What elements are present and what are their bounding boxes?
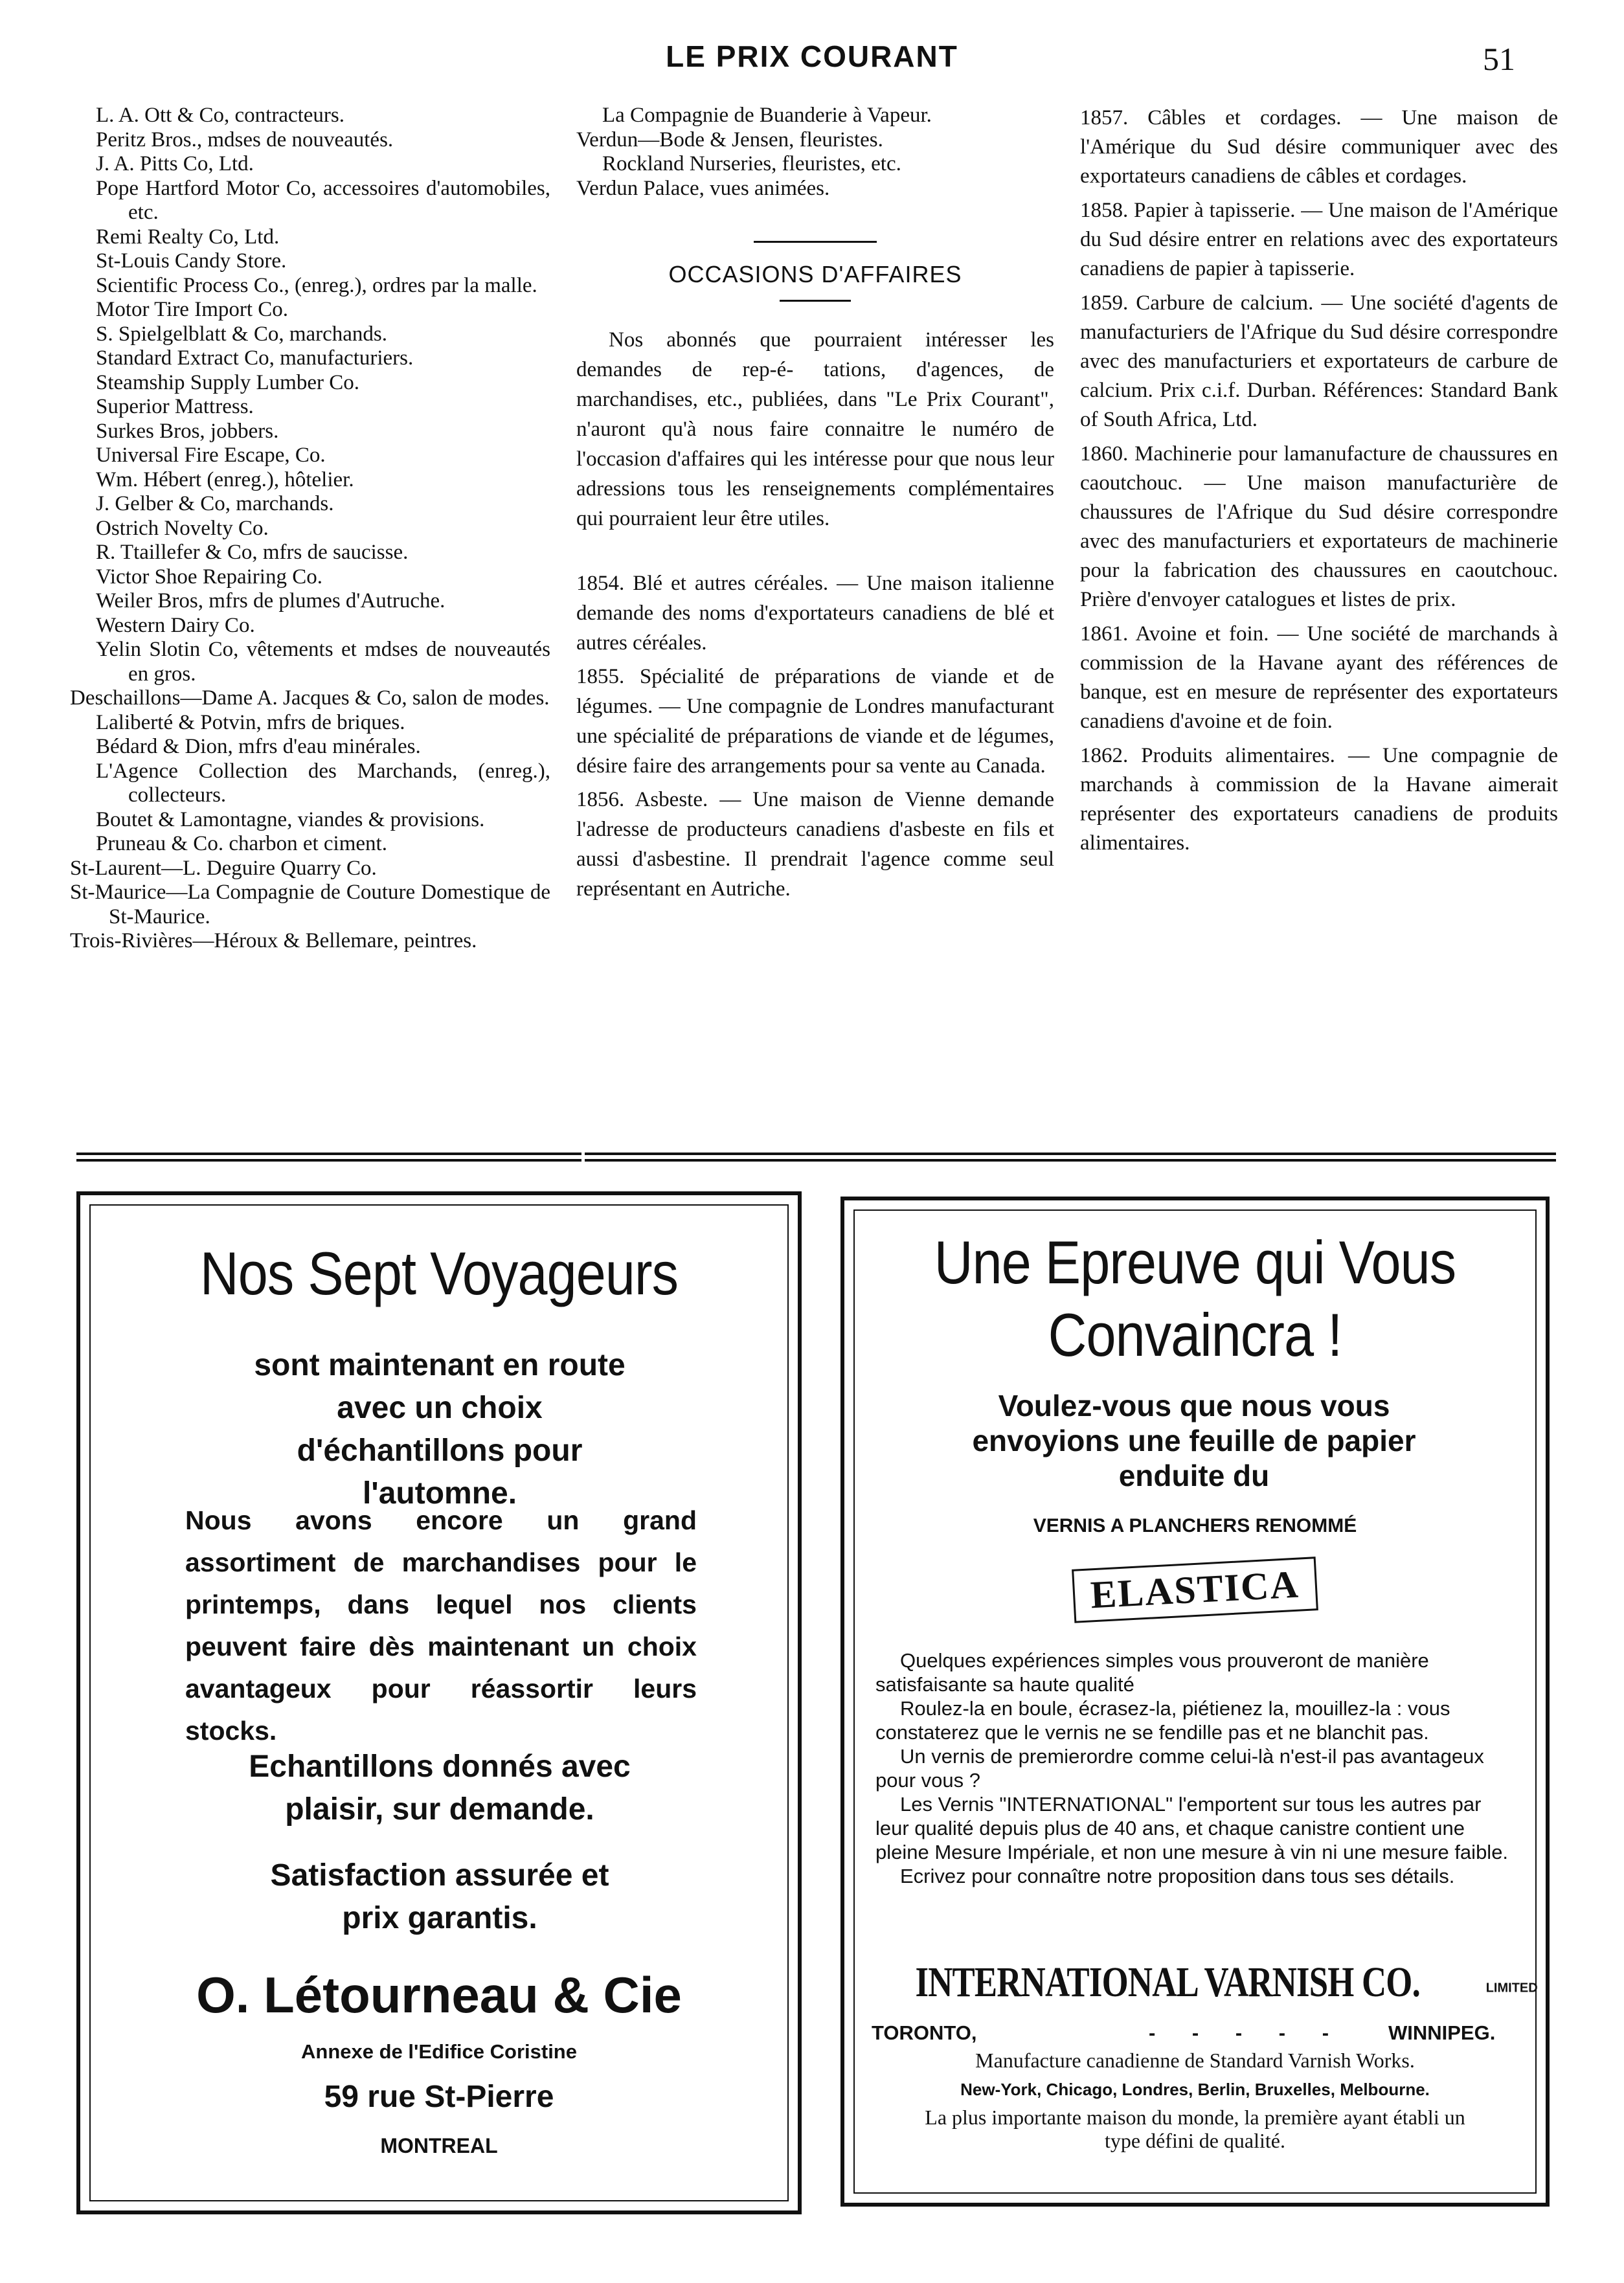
ad-paragraph: Quelques expériences simples vous prouveront de manière satisfaisante sa haute qualité (875, 1649, 1429, 1696)
list-item: Motor Tire Import Co. (96, 298, 289, 321)
ad-annex: Annexe de l'Edifice Coristine (301, 2040, 577, 2063)
company-suffix: LIMITED (1485, 1981, 1538, 1996)
business-item: 1860. Machinerie pour lamanufacture de chaussures en caoutchouc. — Une maison manufacturière de chaussures de l'Afrique du Sud désire correspondre avec des manufacturiers et exportateurs de machinerie pour la fabrication des chaussures en caoutchouc. Prière d'envoyer catalogues et listes de prix. (1080, 442, 1558, 611)
business-item: 1859. Carbure de calcium. — Une société d'agents de manufacturiers de l'Afrique du Sud désire correspondre avec des manufacturiers et exportateurs de carbure de calcium. Prix c.i.f. Durban. Références: Standard Bank of South Africa, Ltd. (1080, 291, 1558, 431)
advertisement-international-varnish (840, 1197, 1550, 2207)
page-number: 51 (1483, 41, 1515, 77)
list-item: Pruneau & Co. charbon et ciment. (96, 832, 387, 855)
list-item: S. Spielgelblatt & Co, marchands. (96, 322, 388, 346)
list-item: Universal Fire Escape, Co. (96, 444, 326, 467)
list-item: Remi Realty Co, Ltd. (96, 225, 280, 249)
ad-paragraph: Un vernis de premierordre comme celui-là n'est-il pas avantageux pour vous ? (875, 1745, 1484, 1792)
cities-line: New-York, Chicago, Londres, Berlin, Bruxelles, Melbourne. (960, 2080, 1430, 2099)
list-item: Peritz Bros., mdses de nouveautés. (96, 128, 394, 152)
running-header: LE PRIX COURANT (666, 39, 958, 73)
list-item-town: Trois-Rivières—Héroux & Bellemare, peintres. (70, 929, 477, 952)
business-item: 1854. Blé et autres céréales. — Une maison italienne demande des noms d'exportateurs canadiens de blé et autres céréales. (576, 571, 1054, 655)
ad-paragraph: Ecrivez pour connaître notre proposition dans tous ses détails. (900, 1865, 1455, 1887)
list-item: Victor Shoe Repairing Co. (96, 565, 322, 589)
ad-title-line-1: Une Epreuve qui Vous (934, 1228, 1456, 1296)
list-item: Verdun—Bode & Jensen, fleuristes. (576, 128, 883, 152)
ad-title: Nos Sept Voyageurs (199, 1239, 679, 1307)
ad-samples: Echantillons donnés avec plaisir, sur demande. (249, 1749, 631, 1827)
list-item-town: St-Maurice—La Compagnie de Couture Domestique de St-Maurice. (70, 881, 550, 928)
column-2 (576, 104, 1054, 908)
ad-title-line-2: Convaincra ! (1048, 1301, 1342, 1369)
list-item: L'Agence Collection des Marchands, (enreg.), collecteurs. (96, 759, 550, 807)
ad-paragraph: Les Vernis "INTERNATIONAL" l'emportent sur tous les autres par leur qualité depuis plus de 40 ans, et chaque canistre contient une pleine Mesure Impériale, et non une mesure à vin ni une mesure faible. (875, 1793, 1509, 1863)
list-item: Scientific Process Co., (enreg.), ordres par la malle. (96, 273, 537, 297)
list-item: St-Louis Candy Store. (96, 249, 287, 273)
ad-city: MONTREAL (380, 2134, 498, 2157)
list-item: Weiler Bros, mfrs de plumes d'Autruche. (96, 589, 445, 613)
column-1 (70, 104, 550, 954)
column-1-list (70, 104, 550, 954)
list-item: Western Dairy Co. (96, 613, 255, 637)
list-item: Standard Extract Co, manufacturiers. (96, 346, 414, 370)
city-left: TORONTO, (872, 2021, 977, 2044)
ad-subtitle: sont maintenant en route avec un choix d'échantillons pour l'automne. (254, 1348, 626, 1511)
list-item: Yelin Slotin Co, vêtements et mdses de nouveautés en gros. (96, 638, 550, 686)
ad-satisfaction: Satisfaction assurée et prix garantis. (270, 1858, 609, 1935)
business-item: 1858. Papier à tapisserie. — Une maison de l'Amérique du Sud désire entrer en relations avec des exportateurs canadiens de papier à tapisserie. (1080, 199, 1558, 280)
ad-subtitle: Voulez-vous que nous vous envoyions une feuille de papier enduite du (972, 1389, 1416, 1492)
ad-company-name: O. Létourneau & Cie (196, 1966, 682, 2023)
list-item: Rockland Nurseries, fleuristes, etc. (602, 152, 901, 175)
list-item-town: Deschaillons—Dame A. Jacques & Co, salon de modes. (70, 686, 550, 710)
ad-product-line: VERNIS A PLANCHERS RENOMMÉ (1033, 1515, 1357, 1536)
section-intro: Nos abonnés que pourraient intéresser les demandes de rep-é- tations, d'agences, de marchandises, etc., publiées, dans "Le Prix Courant", n'auront qu'à nous faire connaitre le numéro de l'occasion d'affaires qui les intéresse pour que nous leur adressions tous les renseignements complémentaires qui pourraient leur être utiles. (576, 328, 1054, 530)
list-item: Wm. Hébert (enreg.), hôtelier. (96, 467, 354, 491)
city-right: WINNIPEG. (1388, 2021, 1496, 2044)
tagline: La plus importante maison du monde, la première ayant établi un type défini de qualité. (925, 2106, 1465, 2152)
list-item-town: St-Laurent—L. Deguire Quarry Co. (70, 856, 377, 880)
advertisement-letourneau (76, 1191, 802, 2214)
elastica-logo (844, 1563, 1546, 1617)
list-item: Bédard & Dion, mfrs d'eau minérales. (96, 735, 421, 758)
manufacture-line: Manufacture canadienne de Standard Varnish Works. (975, 2049, 1415, 2072)
international-varnish-logo (844, 1958, 1546, 2007)
section-separator (76, 1153, 581, 1162)
list-item: Verdun Palace, vues animées. (576, 176, 830, 200)
list-item: Surkes Bros, jobbers. (96, 419, 279, 443)
divider (754, 241, 877, 243)
business-item: 1857. Câbles et cordages. — Une maison de l'Amérique du Sud désire communiquer avec des exportateurs canadiens de câbles et cordages. (1080, 106, 1558, 188)
list-item: J. Gelber & Co, marchands. (96, 492, 334, 515)
business-item: 1861. Avoine et foin. — Une société de marchands à commission de la Havane ayant des références de banque, est en mesure de représenter des exportateurs canadiens d'avoine et de foin. (1080, 622, 1558, 733)
list-item: Laliberté & Potvin, mfrs de briques. (96, 710, 405, 734)
ad-title (886, 1226, 1504, 1371)
list-item: R. Ttaillefer & Co, mfrs de saucisse. (96, 541, 409, 564)
list-item: L. A. Ott & Co, contracteurs. (96, 104, 345, 127)
ad-address: 59 rue St-Pierre (324, 2080, 554, 2114)
list-item: La Compagnie de Buanderie à Vapeur. (602, 104, 932, 127)
business-item: 1862. Produits alimentaires. — Une compagnie de marchands à commission de la Havane aimerait représenter des exportateurs canadiens de produits alimentaires. (1080, 744, 1558, 855)
ad-body: Nous avons encore un grand assortiment de marchandises pour le printemps, dans lequel nos clients peuvent faire dès maintenant un choix avantageux pour réassortir leurs stocks. (185, 1505, 697, 1746)
list-item: Boutet & Lamontagne, viandes & provisions. (96, 807, 485, 831)
section-title: OCCASIONS D'AFFAIRES (668, 261, 962, 287)
list-item: J. A. Pitts Co, Ltd. (96, 152, 254, 175)
city-dashes: - - - - - (1149, 2021, 1345, 2044)
business-item: 1855. Spécialité de préparations de viande et de légumes. — Une compagnie de Londres manufacturant une spécialité de préparations de viande et de légumes, désire faire des arrangements pour sa vente au Canada. (576, 664, 1054, 778)
list-item: Ostrich Novelty Co. (96, 516, 269, 540)
column-3 (1080, 104, 1558, 863)
divider (780, 300, 851, 302)
list-item: Steamship Supply Lumber Co. (96, 370, 359, 394)
international-varnish-logo-text: INTERNATIONAL VARNISH CO. (915, 1959, 1421, 2006)
section-separator (585, 1153, 1556, 1162)
elastica-logo-text: ELASTICA (1072, 1557, 1318, 1623)
ad-paragraph: Roulez-la en boule, écrasez-la, piétienez la, mouillez-la : vous constaterez que le vernis ne se fendille pas et ne blanchit pas. (875, 1697, 1450, 1744)
list-item: Superior Mattress. (96, 395, 254, 418)
ad-body (875, 1648, 1517, 1888)
business-item: 1856. Asbeste. — Une maison de Vienne demande l'adresse de producteurs canadiens d'asbeste en fils et aussi d'asbestine. Il prendrait l'agence comme seul représentant en Autriche. (576, 787, 1054, 901)
list-item: Pope Hartford Motor Co, accessoires d'automobiles, etc. (96, 176, 550, 224)
